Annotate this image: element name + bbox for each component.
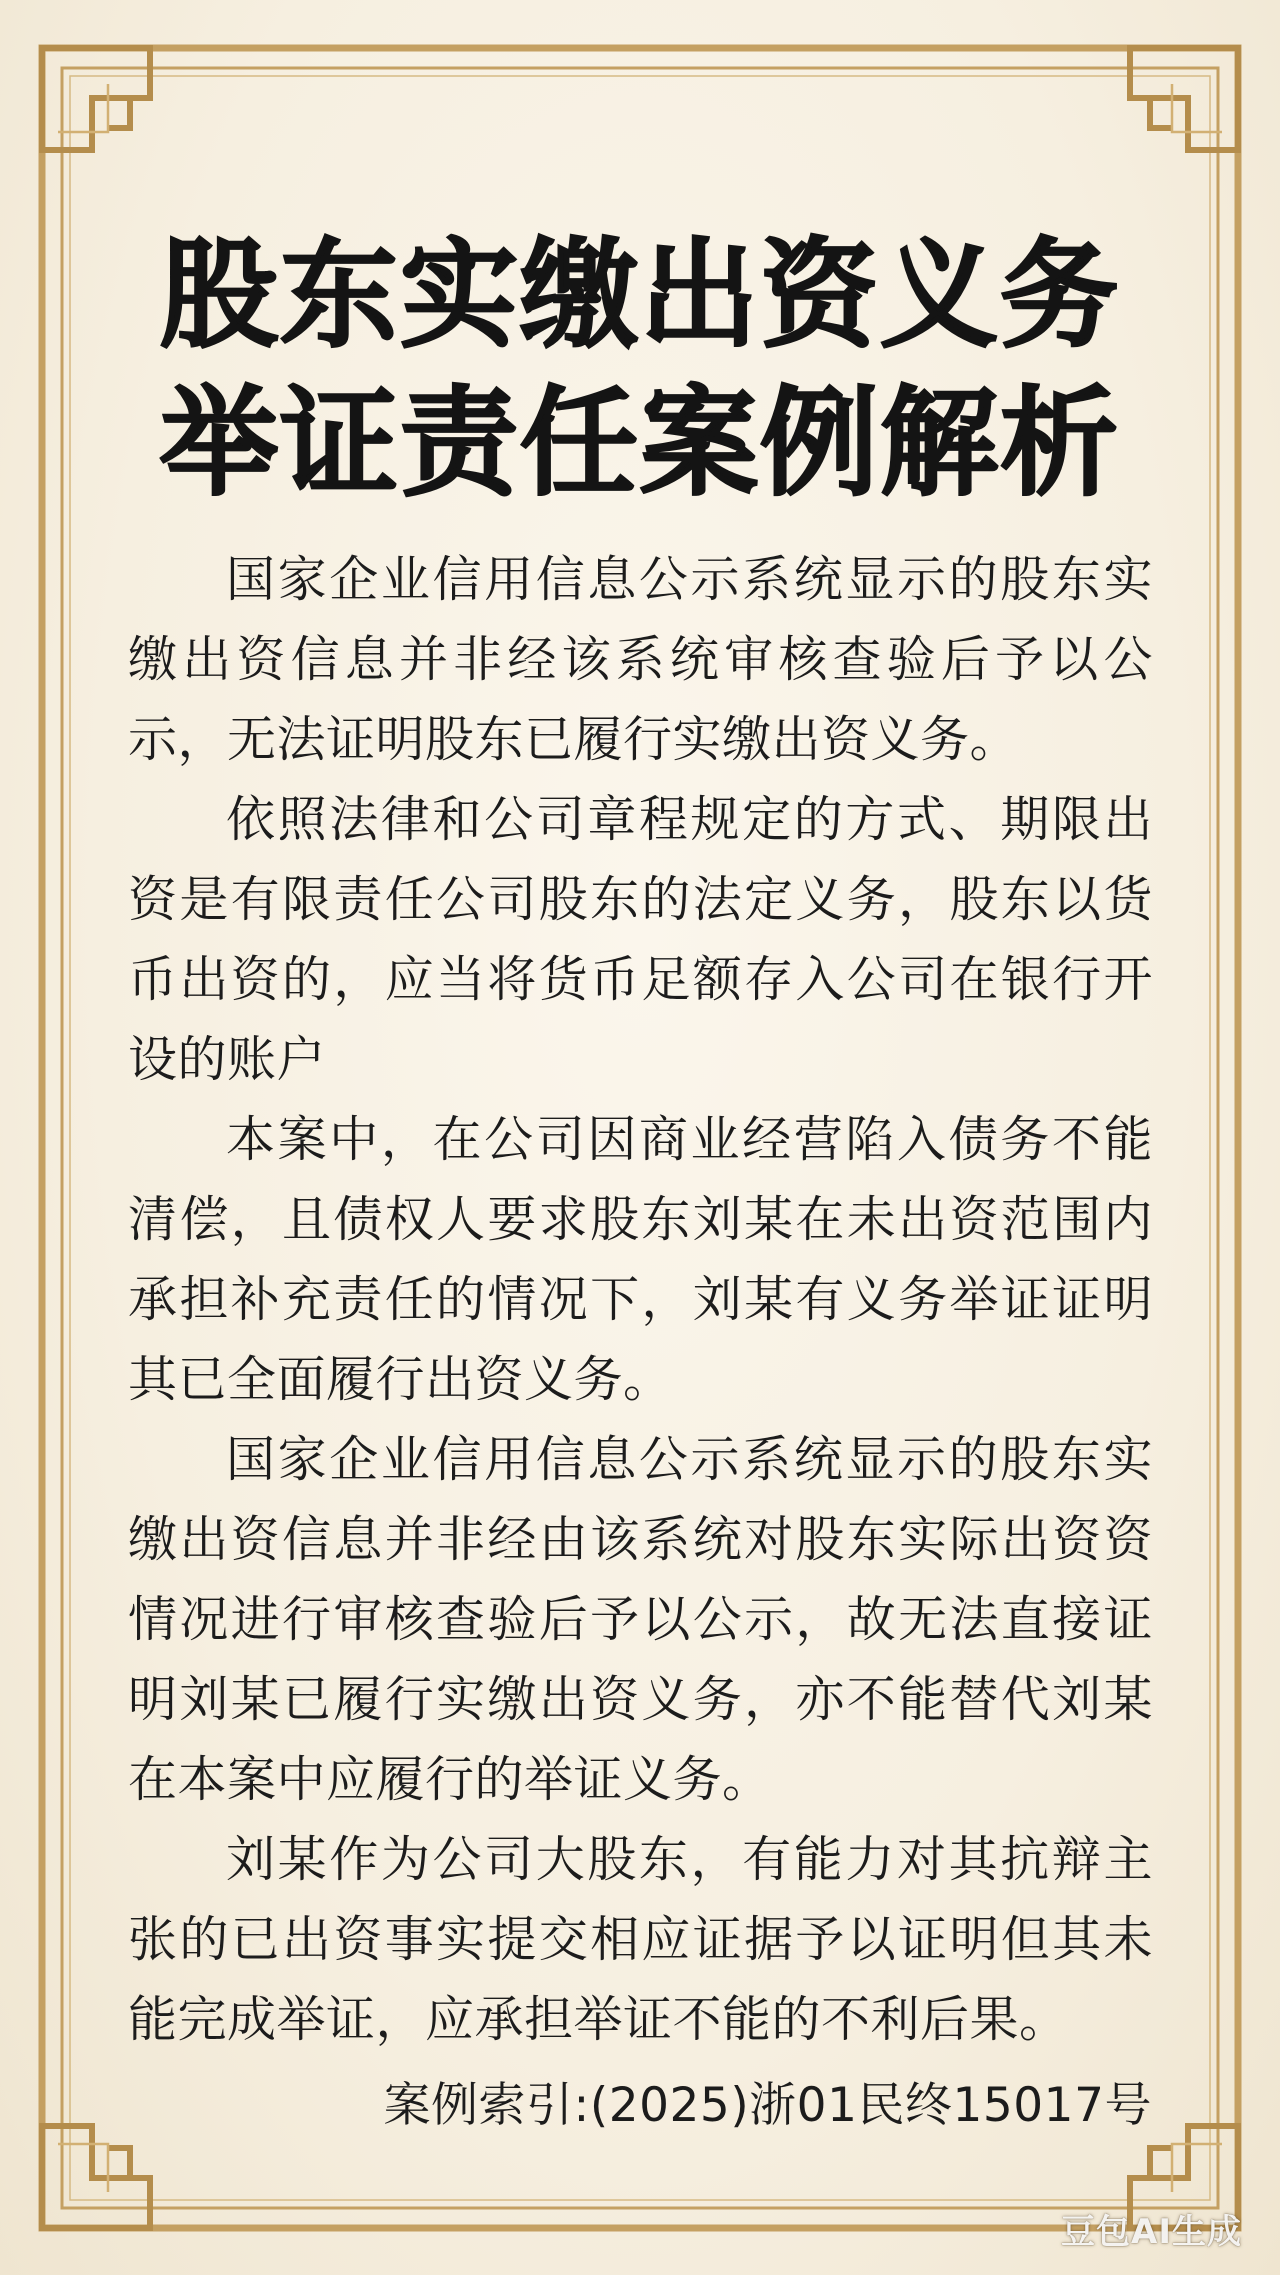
paragraph-5: 刘某作为公司大股东，有能力对其抗辩主张的已出资事实提交相应证据予以证明但其未能完成举证，应承担举证不能的不利后果。 [128,1831,1153,2048]
corner-ornament-top-left [42,48,150,150]
title-line-1: 股东实缴出资义务 [159,226,1120,364]
paragraph-4: 国家企业信用信息公示系统显示的股东实缴出资信息并非经由该系统对股东实际出资资情况进行审核查验后予以公示，故无法直接证明刘某已履行实缴出资义务，亦不能替代刘某在本案中应履行的举证义务。 [128,1431,1153,1808]
body-text [128,540,1153,2060]
ai-watermark: 豆包AI生成 [1061,2212,1242,2252]
corner-ornament-top-right [1130,48,1238,150]
corner-ornament-bottom-left [42,2126,150,2228]
paragraph-2: 依照法律和公司章程规定的方式、期限出资是有限责任公司股东的法定义务，股东以货币出资的，应当将货币足额存入公司在银行开设的账户 [128,791,1153,1088]
case-reference: 案例索引:(2025)浙01民终15017号 [383,2078,1152,2133]
title-line-2: 举证责任案例解析 [159,374,1120,512]
paragraph-3: 本案中，在公司因商业经营陷入债务不能清偿，且债权人要求股东刘某在未出资范围内承担补充责任的情况下，刘某有义务举证证明其已全面履行出资义务。 [128,1111,1153,1408]
paragraph-1: 国家企业信用信息公示系统显示的股东实缴出资信息并非经该系统审核查验后予以公示，无法证明股东已履行实缴出资义务。 [128,551,1153,768]
